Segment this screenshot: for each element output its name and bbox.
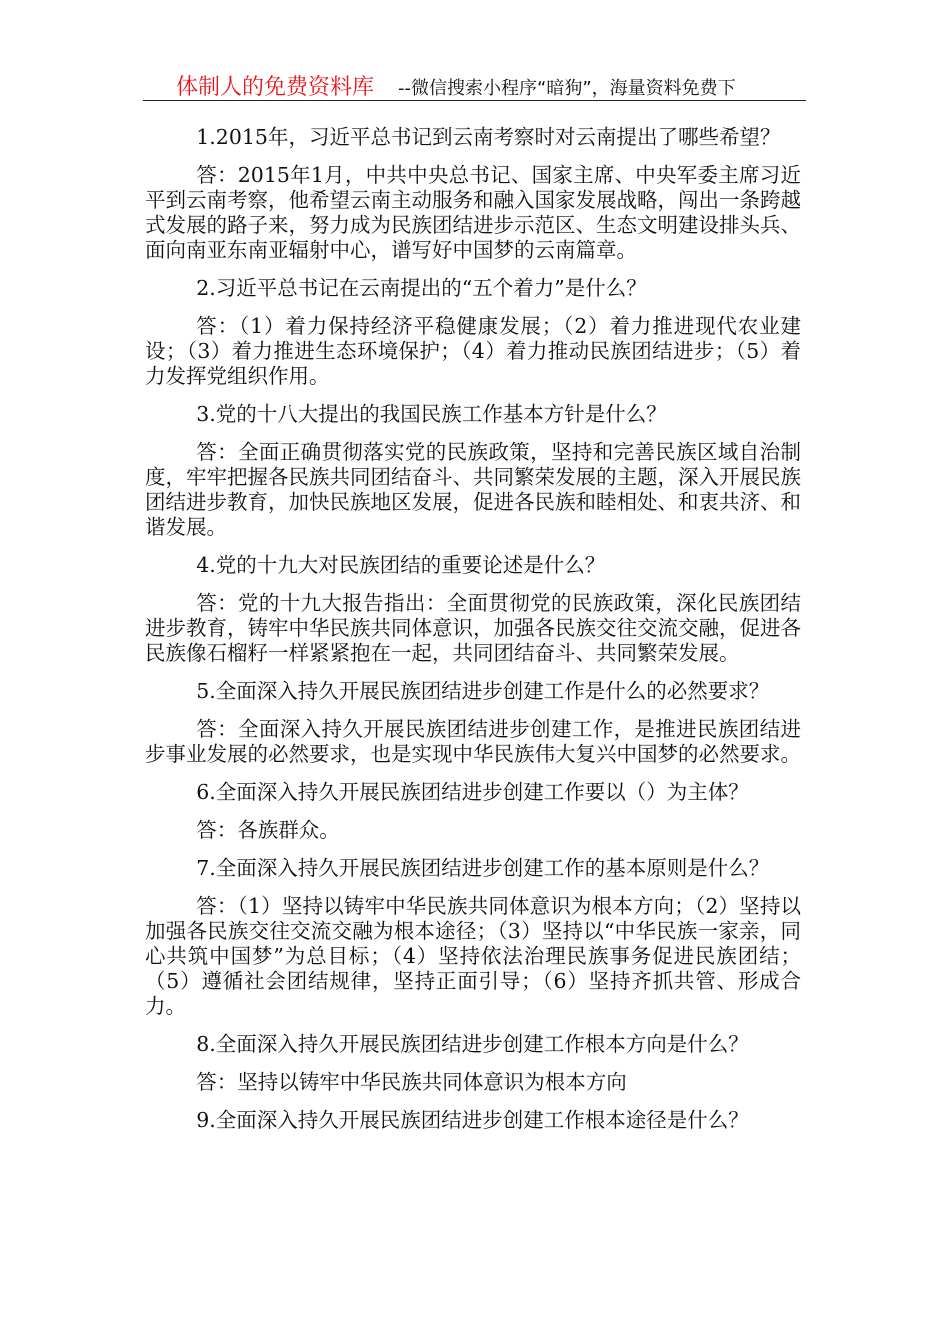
answer-3: 答：全面正确贯彻落实党的民族政策，坚持和完善民族区域自治制度，牢牢把握各民族共同团结奋斗、共同繁荣发展的主题，深入开展民族团结进步教育，加快民族地区发展，促进各民族和睦相处、和衷共济、和谐发展。	[145, 440, 801, 539]
question-1: 1.2015年，习近平总书记到云南考察时对云南提出了哪些希望？	[196, 125, 781, 149]
question-7: 7.全面深入持久开展民族团结进步创建工作的基本原则是什么？	[196, 856, 770, 880]
question-6: 6.全面深入持久开展民族团结进步创建工作要以（）为主体？	[196, 780, 749, 804]
question-4: 4.党的十九大对民族团结的重要论述是什么？	[196, 553, 606, 577]
answer-1: 答：2015年1月，中共中央总书记、国家主席、中央军委主席习近平到云南考察，他希望云南主动服务和融入国家发展战略，闯出一条跨越式发展的路子来，努力成为民族团结进步示范区、生态文明建设排头兵、面向南亚东南亚辐射中心，谱写好中国梦的云南篇章。	[145, 163, 801, 262]
question-2: 2.习近平总书记在云南提出的“五个着力”是什么？	[196, 276, 647, 300]
document-body	[145, 125, 801, 1146]
answer-4: 答：党的十九大报告指出：全面贯彻党的民族政策，深化民族团结进步教育，铸牢中华民族共同体意识，加强各民族交往交流交融，促进各民族像石榴籽一样紧紧抱在一起，共同团结奋斗、共同繁荣发展。	[145, 591, 801, 665]
answer-2: 答：（1）着力保持经济平稳健康发展；（2）着力推进现代农业建设；（3）着力推进生态环境保护；（4）着力推动民族团结进步；（5）着力发挥党组织作用。	[145, 314, 801, 388]
brand-title: 体制人的免费资料库	[176, 75, 375, 100]
answer-7: 答：（1）坚持以铸牢中华民族共同体意识为根本方向；（2）坚持以加强各民族交往交流交融为根本途径；（3）坚持以“中华民族一家亲，同心共筑中国梦”为总目标；（4）坚持依法治理民族事务促进民族团结；（5）遵循社会团结规律，坚持正面引导；（6）坚持齐抓共管、形成合力。	[145, 894, 801, 1018]
answer-6: 答：各族群众。	[196, 818, 340, 842]
question-3: 3.党的十八大提出的我国民族工作基本方针是什么？	[196, 402, 667, 426]
question-9: 9.全面深入持久开展民族团结进步创建工作根本途径是什么？	[196, 1108, 749, 1132]
answer-5: 答：全面深入持久开展民族团结进步创建工作，是推进民族团结进步事业发展的必然要求，也是实现中华民族伟大复兴中国梦的必然要求。	[145, 717, 801, 766]
page-header	[143, 70, 806, 101]
question-8: 8.全面深入持久开展民族团结进步创建工作根本方向是什么？	[196, 1032, 749, 1056]
question-5: 5.全面深入持久开展民族团结进步创建工作是什么的必然要求？	[196, 679, 770, 703]
header-tagline: --微信搜索小程序“暗狗”，海量资料免费下	[398, 78, 736, 99]
answer-8: 答：坚持以铸牢中华民族共同体意识为根本方向	[196, 1070, 627, 1094]
